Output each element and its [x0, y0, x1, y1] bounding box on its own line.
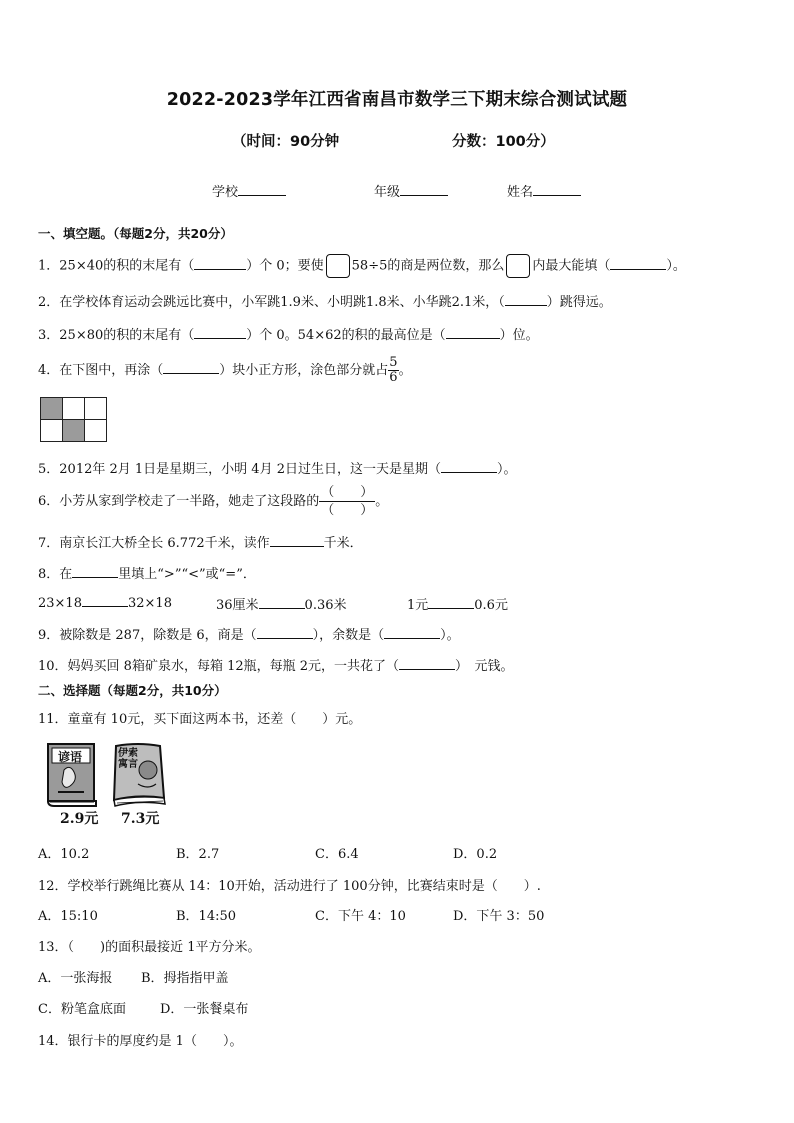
q8-compare-blank-2[interactable]: [259, 596, 305, 609]
name-field: 姓名: [507, 181, 581, 200]
q12-option-d[interactable]: D．下午 3：50: [453, 909, 545, 924]
shaded-squares-figure: [40, 397, 107, 442]
q9-blank-2[interactable]: [384, 626, 440, 639]
q3-blank-1[interactable]: [194, 326, 246, 339]
grid-cell: [85, 420, 107, 442]
grid-cell: [41, 398, 63, 420]
question-8: 8．在 里填上“>”“<”或“=”．: [38, 567, 256, 582]
grade-blank[interactable]: [400, 183, 448, 196]
question-10: 10．妈妈买回 8箱矿泉水，每箱 12瓶，每瓶 2元，一共花了（ ） 元钱。: [38, 659, 514, 674]
q11-option-b[interactable]: B．2.7: [176, 847, 220, 862]
q2-blank[interactable]: [505, 293, 547, 306]
name-blank[interactable]: [533, 183, 581, 196]
q3-blank-2[interactable]: [446, 326, 500, 339]
question-13: 13．（ )的面积最接近 1平方分米。: [38, 940, 261, 955]
q5-blank[interactable]: [441, 460, 497, 473]
question-3: 3．25×80的积的末尾有（ ）个 0。54×62的积的最高位是（ ）位。: [38, 328, 539, 343]
grade-field: 年级: [374, 181, 448, 200]
q1-blank-2[interactable]: [610, 257, 666, 270]
question-2: 2．在学校体育运动会跳远比赛中，小军跳1.9米、小明跳1.8米、小华跳2.1米，（ ）跳得远。: [38, 295, 612, 310]
book-aesop-title: 伊索寓言: [118, 748, 138, 770]
q13-option-c[interactable]: C．粉笔盒底面: [38, 1002, 126, 1017]
q13-option-d[interactable]: D．一张餐桌布: [160, 1002, 249, 1017]
grid-cell: [41, 420, 63, 442]
question-9: 9．被除数是 287，除数是 6，商是（ ），余数是（ ）。: [38, 628, 460, 643]
school-blank[interactable]: [238, 183, 286, 196]
q13-option-a[interactable]: A．一张海报: [38, 971, 113, 986]
exam-score: 分数：100分）: [452, 134, 555, 150]
question-4: 4．在下图中，再涂（ ）块小正方形，涂色部分就占 $\frac{5}{6}$ 。: [38, 355, 412, 385]
q11-option-c[interactable]: C．6.4: [315, 847, 359, 862]
q6-fraction-blank[interactable]: （ ） （ ）: [321, 485, 374, 518]
question-1: 1．25×40的积的末尾有（ ）个 0；要使 58÷5的商是两位数，那么 内最大能填（ ）。: [38, 254, 686, 278]
q9-blank-1[interactable]: [257, 626, 313, 639]
q8-blank[interactable]: [72, 565, 118, 578]
grid-cell: [63, 398, 85, 420]
question-8-row: 23×18 32×18: [38, 596, 172, 611]
q11-option-d[interactable]: D．0.2: [453, 847, 498, 862]
page-title: 2022-2023学年江西省南昌市数学三下期末综合测试试题: [166, 90, 628, 110]
question-11: 11．童童有 10元，买下面这两本书，还差（ ）元。: [38, 712, 362, 727]
q8-compare-blank-1[interactable]: [82, 594, 128, 607]
section-multiple-choice: 二、选择题（每题2分，共10分）: [38, 683, 227, 698]
q4-blank[interactable]: [163, 361, 219, 374]
q12-option-a[interactable]: A．15:10: [38, 909, 98, 924]
question-8-row-2: 36厘米 0.36米: [216, 598, 347, 613]
exam-time: （时间：90分钟: [232, 134, 340, 150]
question-7: 7．南京长江大桥全长 6.772千米，读作 千米．: [38, 536, 363, 551]
q1-blank-1[interactable]: [194, 257, 246, 270]
q12-option-b[interactable]: B．14:50: [176, 909, 237, 924]
q7-blank[interactable]: [270, 534, 324, 547]
book-proverbs-title: 谚语: [58, 750, 83, 764]
book-proverbs: [44, 740, 102, 812]
question-14: 14．银行卡的厚度约是 1（ ）。: [38, 1034, 243, 1049]
question-6: 6．小芳从家到学校走了一半路，她走了这段路的 （ ） （ ）。: [38, 485, 389, 518]
q12-option-c[interactable]: C．下午 4：10: [315, 909, 406, 924]
book-proverbs-price: 2.9元: [60, 811, 99, 827]
question-12: 12．学校举行跳绳比赛从 14：10开始，活动进行了 100分钟，比赛结束时是（ ）.: [38, 879, 541, 894]
school-field: 学校: [212, 181, 286, 200]
q8-compare-blank-3[interactable]: [428, 596, 474, 609]
book-aesop: [108, 740, 170, 812]
section-fill-in: 一、填空题。（每题2分，共20分）: [38, 226, 233, 241]
q1-box-2[interactable]: [506, 254, 530, 278]
fraction-five-sixths: $\frac{5}{6}$: [389, 355, 398, 385]
q1-box-1[interactable]: [326, 254, 350, 278]
grid-cell: [63, 420, 85, 442]
question-8-row-3: 1元 0.6元: [407, 598, 508, 613]
q13-option-b[interactable]: B．拇指指甲盖: [141, 971, 229, 986]
question-5: 5．2012年 2月 1日是星期三，小明 4月 2日过生日，这一天是星期（ ）。: [38, 462, 517, 477]
grid-cell: [85, 398, 107, 420]
q11-option-a[interactable]: A．10.2: [38, 847, 90, 862]
book-aesop-price: 7.3元: [121, 811, 160, 827]
q10-blank[interactable]: [399, 657, 455, 670]
